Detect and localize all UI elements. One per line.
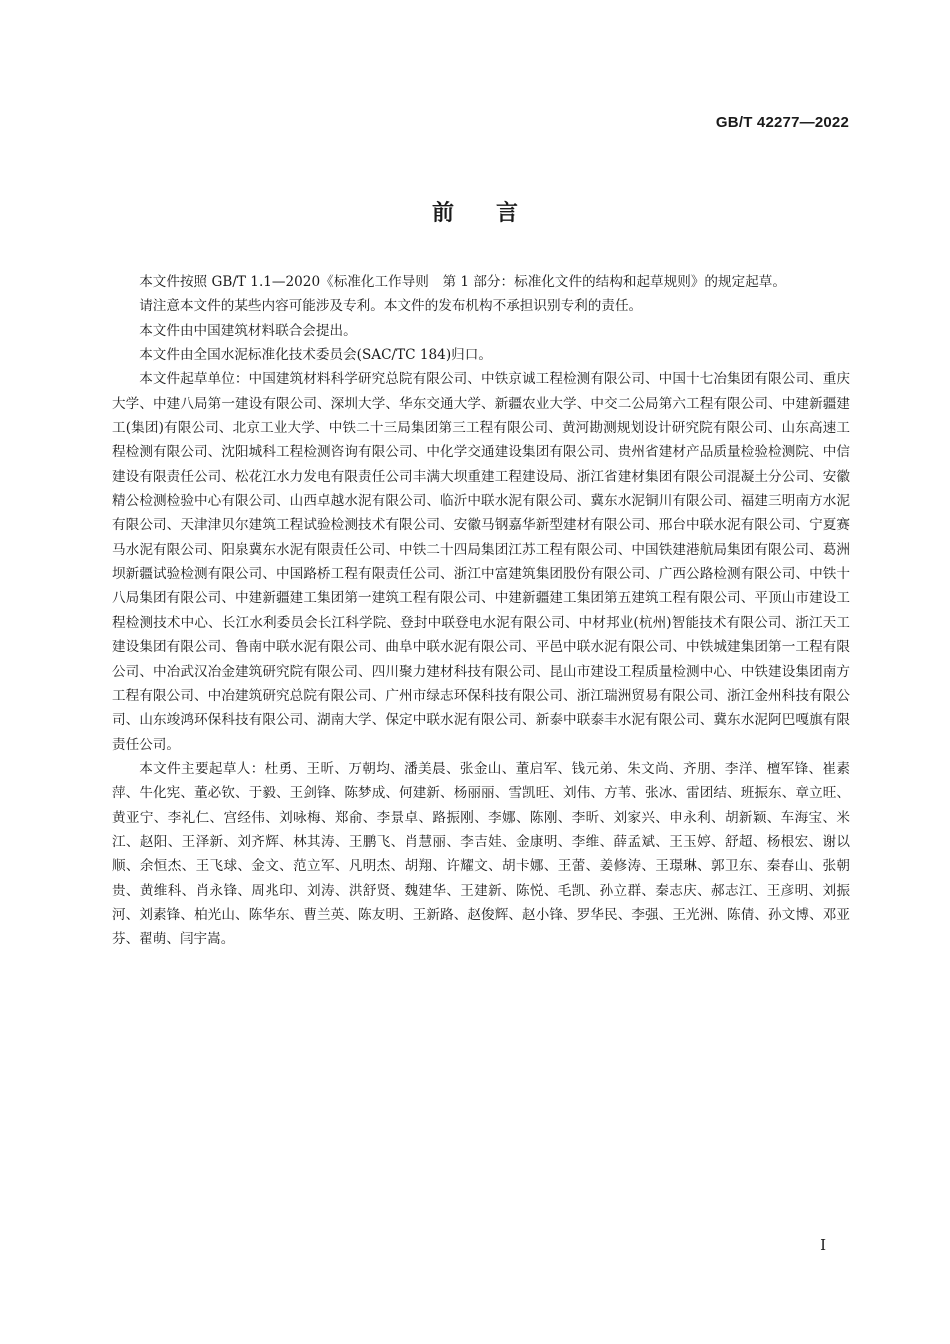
- foreword-body: [112, 270, 850, 952]
- paragraph-under-jurisdiction: 本文件由全国水泥标准化技术委员会(SAC/TC 184)归口。: [139, 347, 492, 364]
- paragraph-drafting-units: 本文件起草单位：中国建筑材料科学研究总院有限公司、中铁京诚工程检测有限公司、中国十七冶集团有限公司、重庆大学、中建八局第一建设有限公司、深圳大学、华东交通大学、新疆农业大学、中交二公局第六工程有限公司、中建新疆建工(集团)有限公司、北京工业大学、中铁二十三局集团第三工程有限公司、黄河勘测规划设计研究院有限公司、山东高速工程检测有限公司、沈阳城科工程检测咨询有限公司、中化学交通建设集团有限公司、贵州省建材产品质量检验检测院、中信建设有限责任公司、松花江水力发电有限责任公司丰满大坝重建工程建设局、浙江省建材集团有限公司混凝土分公司、安徽精公检测检验中心有限公司、山西卓越水泥有限公司、临沂中联水泥有限公司、冀东水泥铜川有限公司、福建三明南方水泥有限公司、天津津贝尔建筑工程试验检测技术有限公司、安徽马钢嘉华新型建材有限公司、邢台中联水泥有限公司、宁夏赛马水泥有限公司、阳泉冀东水泥有限责任公司、中铁二十四局集团江苏工程有限公司、中国铁建港航局集团有限公司、葛洲坝新疆试验检测有限公司、中国路桥工程有限责任公司、浙江中富建筑集团股份有限公司、广西公路检测有限公司、中铁十八局集团有限公司、中建新疆建工集团第一建筑工程有限公司、中建新疆建工集团第五建筑工程有限公司、平顶山市建设工程检测技术中心、长江水利委员会长江科学院、登封中联登电水泥有限公司、中材邦业(杭州)智能技术有限公司、浙江天工建设集团有限公司、鲁南中联水泥有限公司、曲阜中联水泥有限公司、平邑中联水泥有限公司、中铁城建集团第一工程有限公司、中冶武汉冶金建筑研究院有限公司、四川聚力建材科技有限公司、昆山市建设工程质量检测中心、中铁建设集团南方工程有限公司、中冶建筑研究总院有限公司、广州市绿志环保科技有限公司、浙江瑞洲贸易有限公司、浙江金州科技有限公司、山东竣鸿环保科技有限公司、湖南大学、保定中联水泥有限公司、新泰中联泰丰水泥有限公司、冀东水泥阿巴嘎旗有限责任公司。: [112, 371, 850, 753]
- paragraph-main-drafters: 本文件主要起草人：杜勇、王昕、万朝均、潘美晨、张金山、董启军、钱元弟、朱文尚、齐朋、李洋、檀军锋、崔素萍、牛化宪、董必钦、于毅、王剑锋、陈梦成、何建新、杨丽丽、雪凯旺、刘伟、方苇、张冰、雷团结、班振东、章立旺、黄亚宁、李礼仁、宫经伟、刘咏梅、郑俞、李景卓、路振刚、李娜、陈刚、李昕、刘家兴、申永利、胡新颖、车海宝、米江、赵阳、王泽新、刘齐辉、林其涛、王鹏飞、肖慧丽、李吉娃、金康明、李维、薛孟斌、王玉婷、舒超、杨根宏、谢以顺、余恒杰、王飞球、金文、范立军、凡明杰、胡翔、许耀文、胡卡娜、王蕾、姜修涛、王璟琳、郭卫东、秦春山、张朝贵、黄维科、肖永锋、周兆印、刘涛、洪舒贤、魏建华、王建新、陈悦、毛凯、孙立群、秦志庆、郝志江、王彦明、刘振河、刘素锋、柏光山、陈华东、曹兰英、陈友明、王新路、赵俊辉、赵小锋、罗华民、李强、王光洲、陈倩、孙文博、邓亚芬、翟萌、闫宇嵩。: [112, 760, 850, 948]
- page-number: I: [820, 1236, 826, 1254]
- paragraph-drafting-rules: 本文件按照 GB/T 1.1—2020《标准化工作导则 第 1 部分：标准化文件的结构和起草规则》的规定起草。: [139, 274, 786, 290]
- paragraph-patent-notice: 请注意本文件的某些内容可能涉及专利。本文件的发布机构不承担识别专利的责任。: [139, 298, 643, 315]
- paragraph-proposed-by: 本文件由中国建筑材料联合会提出。: [139, 322, 357, 339]
- standard-code: GB/T 42277—2022: [715, 114, 849, 131]
- page-title: 前言: [431, 201, 560, 226]
